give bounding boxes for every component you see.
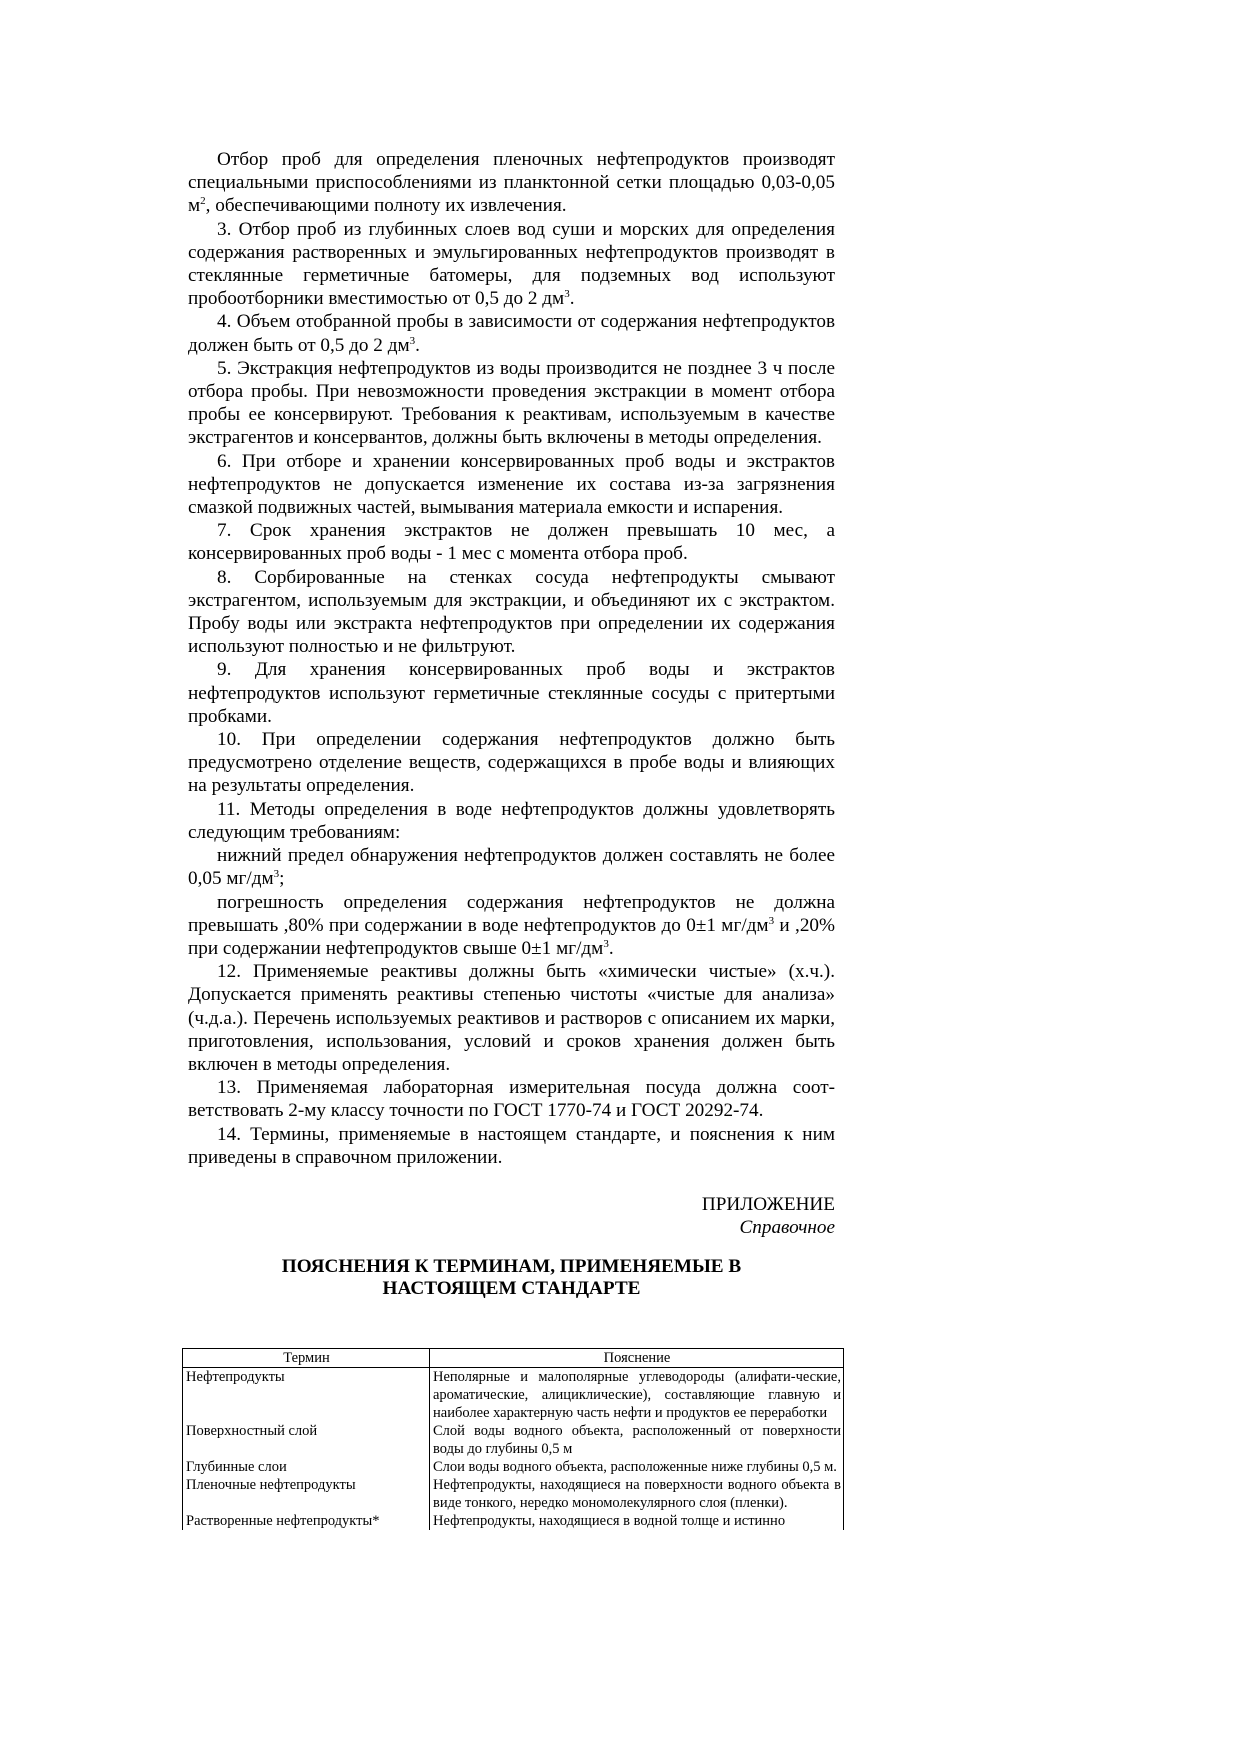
- appendix-label: ПРИЛОЖЕНИЕ: [701, 1193, 835, 1215]
- paragraph-text: 7. Срок хранения экстрактов не должен превышать 10 мес, а консервированных проб воды - 1 мес с момента отбора проб.: [188, 520, 835, 565]
- paragraph-text: 6. При отборе и хранении консервированных проб воды и экстрактов нефтепродуктов не допускается изменение их состава из-за загрязнения смазкой подвижных частей, вымывания материала емкости и испарения.: [188, 450, 835, 519]
- term-cell: Поверхностный слой: [183, 1422, 430, 1458]
- superscript: 2: [200, 195, 206, 208]
- explanation-cell: Неполярные и малополярные углеводороды (алифати-ческие, ароматические, алициклические), составляющие главную и наиболее характерную часть нефти и продуктов ее переработки: [430, 1368, 844, 1423]
- explanation-cell: Нефтепродукты, находящиеся на поверхности водного объекта в виде тонкого, нередко мономолекулярного слоя (пленки).: [430, 1476, 844, 1512]
- table-row: [183, 1422, 844, 1458]
- explanation-cell: Слой воды водного объекта, расположенный от поверхности воды до глубины 0,5 м: [430, 1422, 844, 1458]
- paragraph: [188, 844, 835, 890]
- paragraph-text: 8. Сорбированные на стенках сосуда нефтепродукты смывают экстрагентом, используемым для экстракции, и объединяют их с экстрактом. Пробу воды или экстракта нефтепродуктов при определении их содержания используют полностью и не фильтруют.: [188, 566, 835, 658]
- paragraph: [188, 1123, 835, 1169]
- paragraph-text: .: [569, 288, 575, 310]
- column-header-term: Термин: [183, 1349, 430, 1368]
- paragraph: [188, 148, 835, 218]
- table-row: [183, 1458, 844, 1476]
- table-header-row: [183, 1349, 844, 1368]
- paragraph: [188, 891, 835, 961]
- paragraph-text: .: [415, 334, 420, 356]
- explanation-cell: Нефтепродукты, находящиеся в водной толще и истинно: [430, 1512, 844, 1530]
- body-text: [188, 148, 835, 1169]
- superscript: 3: [603, 937, 609, 950]
- table-row: [183, 1368, 844, 1423]
- paragraph-text: .: [608, 937, 614, 959]
- paragraph: [188, 218, 835, 311]
- table-row: [183, 1476, 844, 1512]
- paragraph-text: погрешность определения содержания нефтепродуктов не должна превышать ,80% при содержании в воде нефтепродуктов до 0±1 мг/дм: [188, 891, 835, 936]
- paragraph: [188, 357, 835, 450]
- superscript: 3: [768, 914, 775, 927]
- paragraph-text: 11. Методы определения в воде нефтепродуктов должны удовлетворять следующим требованиям:: [188, 798, 835, 843]
- appendix-heading: ПОЯСНЕНИЯ К ТЕРМИНАМ, ПРИМЕНЯЕМЫЕ В НАСТОЯЩЕМ СТАНДАРТЕ: [281, 1255, 742, 1299]
- paragraph: [188, 450, 835, 520]
- superscript: 3: [564, 288, 570, 301]
- paragraph-text: 5. Экстракция нефтепродуктов из воды производится не позднее 3 ч после отбора пробы. При невозможности проведения экстракции в момент отбора пробы ее консервируют. Требования к реактивам, используемым в качестве экстрагентов и консервантов, должны быть включены в методы определения.: [188, 357, 835, 449]
- term-cell: Глубинные слои: [183, 1458, 430, 1476]
- paragraph: [188, 658, 835, 728]
- paragraph-text: 14. Термины, применяемые в настоящем стандарте, и пояснения к ним приведены в справочном приложении.: [188, 1123, 835, 1168]
- paragraph: [188, 798, 835, 844]
- paragraph-text: и ,20% при содержании нефтепродуктов свыше 0±1 мг/дм: [188, 914, 835, 959]
- paragraph-text: нижний предел обнаружения нефтепродуктов должен составлять не более 0,05 мг/дм: [188, 845, 835, 890]
- term-cell: Пленочные нефтепродукты: [183, 1476, 430, 1512]
- explanation-cell: Слои воды водного объекта, расположенные ниже глубины 0,5 м.: [430, 1458, 844, 1476]
- appendix-kind: Справочное: [739, 1216, 835, 1238]
- terms-table: [182, 1348, 844, 1530]
- term-cell: Растворенные нефтепродукты*: [183, 1512, 430, 1530]
- paragraph-text: 4. Объем отобранной пробы в зависимости от содержания нефтепродуктов должен быть от 0,5 до 2 дм: [188, 311, 835, 356]
- term-cell: Нефтепродукты: [183, 1368, 430, 1423]
- paragraph-text: 13. Применяемая лабораторная измерительная посуда должна соот-ветствовать 2-му классу точности по ГОСТ 1770-74 и ГОСТ 20292-74.: [188, 1077, 835, 1122]
- paragraph-text: 10. При определении содержания нефтепродуктов должно быть предусмотрено отделение веществ, содержащихся в пробе воды и влияющих на результаты определения.: [188, 729, 835, 797]
- paragraph-text: , обеспечивающими полноту их извлечения.: [205, 195, 567, 217]
- paragraph-text: 3. Отбор проб из глубинных слоев вод суши и морских для определения содержания растворенных и эмульгированных нефтепродуктов производят в стеклянные герметичные батомеры, для подземных вод используют пробоотборники вместимостью от 0,5 до 2 дм: [188, 218, 835, 310]
- paragraph: [188, 728, 835, 798]
- paragraph: [188, 960, 835, 1076]
- paragraph: [188, 310, 835, 356]
- document-page: [188, 148, 835, 1300]
- superscript: 3: [273, 868, 280, 881]
- column-header-explanation: Пояснение: [430, 1349, 844, 1368]
- paragraph: [188, 1076, 835, 1122]
- paragraph: [188, 566, 835, 659]
- paragraph-text: Отбор проб для определения пленочных нефтепродуктов производят специальными приспособлениями из планктонной сетки площадью 0,03-0,05 м: [188, 149, 835, 217]
- paragraph: [188, 519, 835, 565]
- paragraph-text: 12. Применяемые реактивы должны быть «химически чистые» (х.ч.). Допускается применять реактивы степенью чистоты «чистые для анализа» (ч.д.а.). Перечень используемых реактивов и растворов с описанием их марки, приготовления, использования, условий и сроков хранения должен быть включен в методы определения.: [188, 961, 835, 1075]
- paragraph-text: 9. Для хранения консервированных проб воды и экстрактов нефтепродуктов используют герметичные стеклянные сосуды с притертыми пробками.: [188, 659, 835, 727]
- superscript: 3: [409, 334, 416, 347]
- appendix-block: [188, 1193, 835, 1239]
- paragraph-text: ;: [279, 868, 285, 890]
- table-row: [183, 1512, 844, 1530]
